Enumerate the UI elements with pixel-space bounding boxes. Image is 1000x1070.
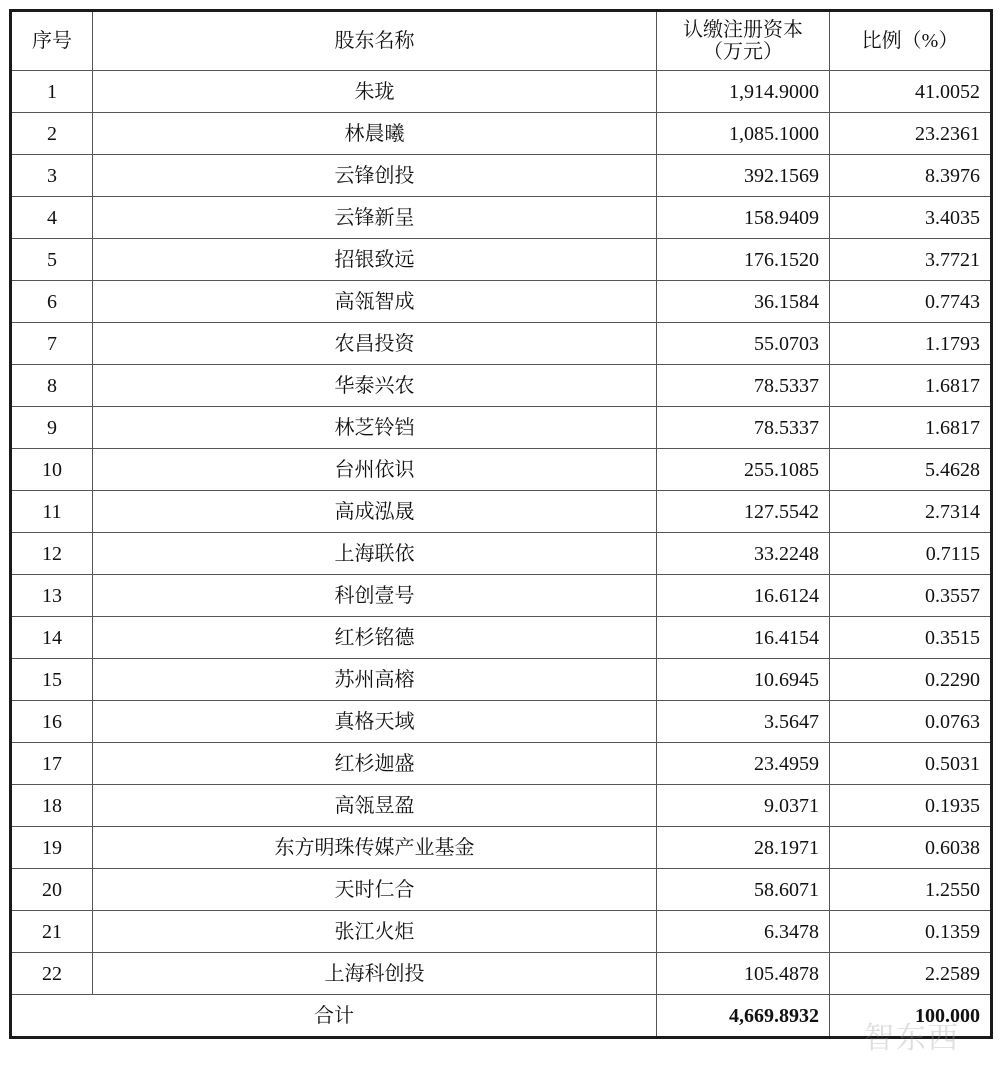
- row-index: 10: [11, 449, 93, 491]
- row-index: 7: [11, 323, 93, 365]
- row-shareholder-name: 科创壹号: [93, 575, 657, 617]
- row-ratio: 2.7314: [830, 491, 992, 533]
- table-row: [11, 659, 992, 701]
- row-shareholder-name: 华泰兴农: [93, 365, 657, 407]
- total-label: 合计: [11, 995, 657, 1038]
- row-index: 19: [11, 827, 93, 869]
- row-subscribed-capital: 78.5337: [657, 365, 830, 407]
- row-shareholder-name: 云锋新呈: [93, 197, 657, 239]
- row-shareholder-name: 东方明珠传媒产业基金: [93, 827, 657, 869]
- table-row: [11, 71, 992, 113]
- row-subscribed-capital: 16.4154: [657, 617, 830, 659]
- row-shareholder-name: 云锋创投: [93, 155, 657, 197]
- table-row: [11, 617, 992, 659]
- row-shareholder-name: 真格天域: [93, 701, 657, 743]
- row-index: 22: [11, 953, 93, 995]
- table-row: [11, 701, 992, 743]
- table-row: [11, 953, 992, 995]
- row-index: 13: [11, 575, 93, 617]
- row-subscribed-capital: 9.0371: [657, 785, 830, 827]
- row-subscribed-capital: 28.1971: [657, 827, 830, 869]
- table-body: [11, 71, 992, 995]
- row-index: 4: [11, 197, 93, 239]
- row-index: 17: [11, 743, 93, 785]
- row-subscribed-capital: 127.5542: [657, 491, 830, 533]
- row-index: 2: [11, 113, 93, 155]
- row-subscribed-capital: 255.1085: [657, 449, 830, 491]
- row-index: 12: [11, 533, 93, 575]
- row-ratio: 3.4035: [830, 197, 992, 239]
- row-index: 3: [11, 155, 93, 197]
- row-ratio: 0.3515: [830, 617, 992, 659]
- row-shareholder-name: 上海联依: [93, 533, 657, 575]
- row-subscribed-capital: 3.5647: [657, 701, 830, 743]
- row-shareholder-name: 朱珑: [93, 71, 657, 113]
- total-ratio: 100.000: [830, 995, 992, 1038]
- row-index: 16: [11, 701, 93, 743]
- watermark-logo: 智东西: [864, 1021, 960, 1056]
- row-ratio: 0.1359: [830, 911, 992, 953]
- row-index: 20: [11, 869, 93, 911]
- row-index: 5: [11, 239, 93, 281]
- total-row: [11, 995, 992, 1038]
- row-index: 15: [11, 659, 93, 701]
- row-index: 1: [11, 71, 93, 113]
- row-ratio: 2.2589: [830, 953, 992, 995]
- row-ratio: 0.7115: [830, 533, 992, 575]
- row-shareholder-name: 招银致远: [93, 239, 657, 281]
- row-subscribed-capital: 16.6124: [657, 575, 830, 617]
- table-row: [11, 113, 992, 155]
- row-index: 21: [11, 911, 93, 953]
- row-index: 11: [11, 491, 93, 533]
- table-row: [11, 869, 992, 911]
- table-row: [11, 323, 992, 365]
- table-row: [11, 449, 992, 491]
- row-subscribed-capital: 158.9409: [657, 197, 830, 239]
- row-ratio: 0.0763: [830, 701, 992, 743]
- table-header-row: [11, 11, 992, 71]
- row-ratio: 0.3557: [830, 575, 992, 617]
- row-ratio: 8.3976: [830, 155, 992, 197]
- row-subscribed-capital: 105.4878: [657, 953, 830, 995]
- row-ratio: 1.2550: [830, 869, 992, 911]
- table-row: [11, 155, 992, 197]
- row-index: 18: [11, 785, 93, 827]
- row-index: 9: [11, 407, 93, 449]
- row-shareholder-name: 农昌投资: [93, 323, 657, 365]
- row-subscribed-capital: 23.4959: [657, 743, 830, 785]
- table-row: [11, 365, 992, 407]
- table-row: [11, 911, 992, 953]
- row-ratio: 1.1793: [830, 323, 992, 365]
- table-row: [11, 575, 992, 617]
- row-ratio: 1.6817: [830, 407, 992, 449]
- row-subscribed-capital: 392.1569: [657, 155, 830, 197]
- header-capital-line1: 认缴注册资本: [683, 19, 803, 41]
- row-ratio: 41.0052: [830, 71, 992, 113]
- table-row: [11, 827, 992, 869]
- row-ratio: 0.2290: [830, 659, 992, 701]
- row-shareholder-name: 高成泓晟: [93, 491, 657, 533]
- row-subscribed-capital: 78.5337: [657, 407, 830, 449]
- row-index: 8: [11, 365, 93, 407]
- header-shareholder-name: 股东名称: [93, 11, 657, 71]
- row-shareholder-name: 红杉迦盛: [93, 743, 657, 785]
- table-row: [11, 491, 992, 533]
- row-ratio: 3.7721: [830, 239, 992, 281]
- table-row: [11, 281, 992, 323]
- header-capital-unit: （万元）: [703, 41, 783, 63]
- table-row: [11, 743, 992, 785]
- row-subscribed-capital: 58.6071: [657, 869, 830, 911]
- row-index: 6: [11, 281, 93, 323]
- header-index: 序号: [11, 11, 93, 71]
- row-shareholder-name: 林芝铃铛: [93, 407, 657, 449]
- row-index: 14: [11, 617, 93, 659]
- shareholder-table-container: [9, 9, 990, 1039]
- shareholder-table: [9, 9, 993, 1039]
- table-row: [11, 533, 992, 575]
- row-shareholder-name: 苏州高榕: [93, 659, 657, 701]
- table-row: [11, 407, 992, 449]
- row-subscribed-capital: 1,914.9000: [657, 71, 830, 113]
- table-row: [11, 239, 992, 281]
- row-ratio: 5.4628: [830, 449, 992, 491]
- header-subscribed-capital: [657, 11, 830, 71]
- row-shareholder-name: 张江火炬: [93, 911, 657, 953]
- row-ratio: 0.7743: [830, 281, 992, 323]
- row-subscribed-capital: 176.1520: [657, 239, 830, 281]
- row-shareholder-name: 林晨曦: [93, 113, 657, 155]
- total-capital: 4,669.8932: [657, 995, 830, 1038]
- row-ratio: 0.5031: [830, 743, 992, 785]
- row-subscribed-capital: 33.2248: [657, 533, 830, 575]
- row-subscribed-capital: 1,085.1000: [657, 113, 830, 155]
- row-shareholder-name: 台州依识: [93, 449, 657, 491]
- row-ratio: 0.6038: [830, 827, 992, 869]
- table-row: [11, 197, 992, 239]
- row-subscribed-capital: 10.6945: [657, 659, 830, 701]
- row-ratio: 0.1935: [830, 785, 992, 827]
- row-subscribed-capital: 36.1584: [657, 281, 830, 323]
- row-ratio: 23.2361: [830, 113, 992, 155]
- row-shareholder-name: 天时仁合: [93, 869, 657, 911]
- row-ratio: 1.6817: [830, 365, 992, 407]
- row-shareholder-name: 高瓴昱盈: [93, 785, 657, 827]
- row-subscribed-capital: 55.0703: [657, 323, 830, 365]
- row-subscribed-capital: 6.3478: [657, 911, 830, 953]
- row-shareholder-name: 红杉铭德: [93, 617, 657, 659]
- row-shareholder-name: 高瓴智成: [93, 281, 657, 323]
- header-ratio: 比例（%）: [830, 11, 992, 71]
- row-shareholder-name: 上海科创投: [93, 953, 657, 995]
- table-row: [11, 785, 992, 827]
